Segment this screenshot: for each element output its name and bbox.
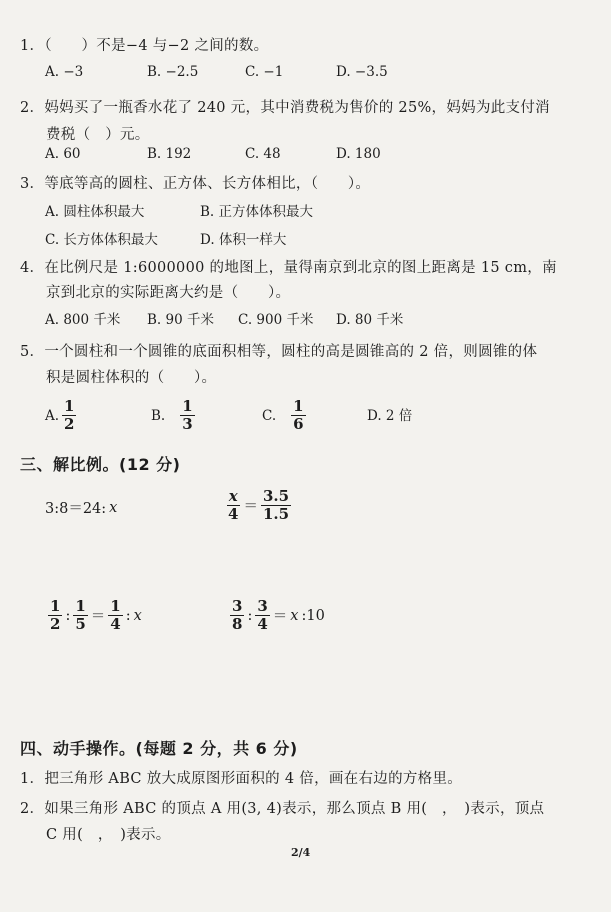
numerator: 3 [257, 597, 268, 615]
denominator: 4 [228, 505, 239, 523]
proportion-4 [230, 598, 325, 633]
fraction [226, 488, 240, 523]
section-4-item-2-line-1: 2．如果三角形 ABC 的顶点 A 用(3, 4)表示，那么顶点 B 用( ， )表示，顶点 [20, 801, 545, 817]
question-5-line-1: 5．一个圆柱和一个圆锥的底面积相等，圆柱的高是圆锥高的 2 倍，则圆锥的体 [20, 344, 538, 360]
question-4-line-2: 京到北京的实际距离大约是（ ）。 [46, 285, 291, 301]
fraction [261, 488, 291, 523]
proportion-text: 3:8＝24: [45, 501, 107, 517]
q1-option-b: B. −2.5 [147, 64, 199, 80]
denominator: 2 [64, 415, 75, 433]
proportion-2 [226, 488, 291, 523]
equals-sign: ＝ [243, 499, 258, 515]
section-4-item-2-line-2: C 用( ， )表示。 [46, 827, 171, 843]
denominator: 8 [232, 615, 243, 633]
fraction [73, 598, 87, 633]
variable: x [109, 499, 118, 516]
q3-option-a: A. 圆柱体积最大 [45, 204, 145, 220]
q3-option-b: B. 正方体体积最大 [200, 204, 314, 220]
fraction [230, 598, 244, 633]
numerator: 3 [232, 597, 243, 615]
denominator: 1.5 [262, 505, 290, 523]
question-2-line-2: 费税（ ）元。 [46, 127, 150, 143]
denominator: 6 [293, 415, 304, 433]
fraction [108, 598, 122, 633]
proportion-1 [45, 497, 117, 518]
proportion-text: :10 [301, 607, 325, 624]
proportion-3 [48, 598, 142, 633]
q1-option-d: D. −3.5 [336, 64, 388, 80]
numerator: 1 [182, 397, 193, 415]
numerator: 3.5 [262, 487, 290, 505]
question-5-line-2: 积是圆柱体积的（ ）。 [46, 370, 217, 386]
q5-option-a [45, 398, 76, 433]
q1-option-a: A. −3 [45, 64, 84, 80]
q5-option-c [262, 398, 306, 433]
q2-option-b: B. 192 [147, 146, 192, 162]
numerator: x [228, 487, 238, 505]
equals-sign: ＝ [272, 609, 288, 625]
q3-option-d: D. 体积一样大 [200, 232, 287, 248]
colon: : [65, 607, 71, 624]
section-3-title: 三、解比例。(12 分) [20, 455, 181, 474]
q2-option-d: D. 180 [336, 146, 381, 162]
denominator: 3 [182, 415, 193, 433]
denominator: 4 [110, 615, 121, 633]
q5-option-b [151, 398, 195, 433]
q4-option-d: D. 80 千米 [336, 312, 404, 328]
q4-option-a: A. 800 千米 [45, 312, 121, 328]
colon: : [247, 607, 253, 624]
option-label: A. [45, 407, 60, 424]
fraction [180, 398, 194, 433]
q4-option-b: B. 90 千米 [147, 312, 214, 328]
section-4-title: 四、动手操作。(每题 2 分，共 6 分) [20, 739, 298, 758]
numerator: 1 [50, 597, 61, 615]
variable: x [290, 607, 299, 624]
question-2-line-1: 2．妈妈买了一瓶香水花了 240 元，其中消费税为售价的 25%，妈妈为此支付消 [20, 100, 550, 116]
question-3-text: 3．等底等高的圆柱、正方体、长方体相比，（ ）。 [20, 176, 371, 192]
denominator: 4 [257, 615, 268, 633]
fraction [48, 598, 62, 633]
numerator: 1 [110, 597, 121, 615]
q3-option-c: C. 长方体体积最大 [45, 232, 158, 248]
numerator: 1 [64, 397, 75, 415]
denominator: 5 [75, 615, 86, 633]
fraction [62, 398, 76, 433]
numerator: 1 [293, 397, 304, 415]
colon: : [125, 607, 131, 624]
q1-option-c: C. −1 [245, 64, 284, 80]
question-1-text: 1．（ ）不是−4 与−2 之间的数。 [20, 38, 269, 54]
question-4-line-1: 4．在比例尺是 1:6000000 的地图上，量得南京到北京的图上距离是 15 cm，南 [20, 260, 557, 276]
option-label: B. [151, 407, 166, 424]
q2-option-a: A. 60 [45, 146, 81, 162]
q4-option-c: C. 900 千米 [238, 312, 314, 328]
option-label: C. [262, 407, 277, 424]
denominator: 2 [50, 615, 61, 633]
equals-sign: ＝ [90, 609, 106, 625]
q2-option-c: C. 48 [245, 146, 281, 162]
section-4-item-1: 1．把三角形 ABC 放大成原图形面积的 4 倍，画在右边的方格里。 [20, 771, 463, 787]
fraction [291, 398, 305, 433]
variable: x [133, 607, 142, 624]
q5-option-d: D. 2 倍 [367, 408, 413, 424]
numerator: 1 [75, 597, 86, 615]
fraction [255, 598, 269, 633]
page-number: 2/4 [291, 846, 311, 859]
